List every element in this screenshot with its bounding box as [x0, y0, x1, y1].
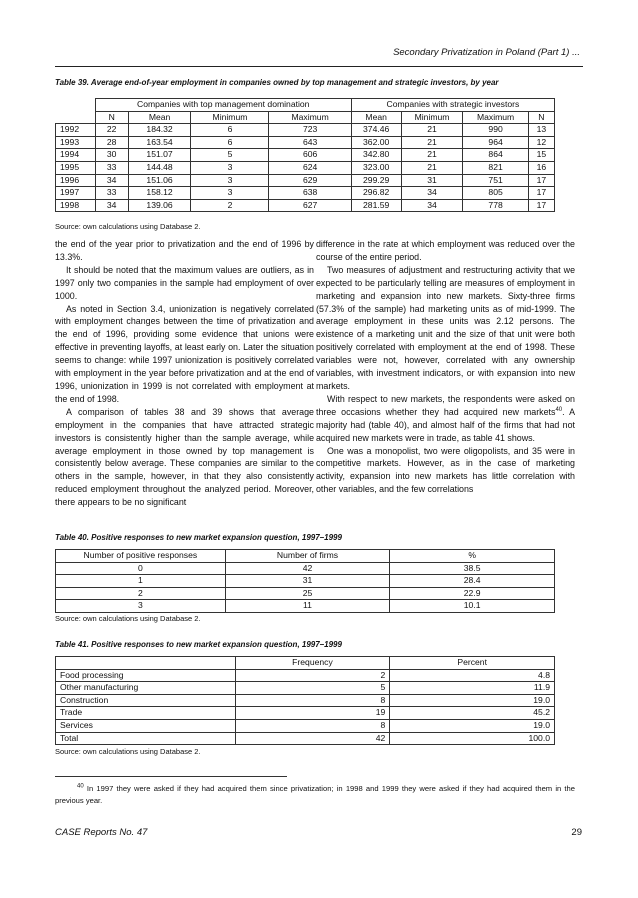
table39-cell: 374.46 — [351, 124, 401, 137]
table39-cell: 34 — [95, 174, 128, 187]
table39-cell: 151.07 — [128, 149, 191, 162]
paragraph: As noted in Section 3.4, unionization is negatively correlated with employment changes between the time of privatization and the end of 1996, providing some evidence that unions were effective in preventing layoffs, at least early on. Later the situation seems to change: while 1997 unionization is positively correlated with employment in the year before privatization and at the end of 1996, unionization in 1999 is not correlated with employment at the end of 1998. — [55, 303, 314, 404]
table39-cell: 299.29 — [351, 174, 401, 187]
table39-cell: 864 — [463, 149, 528, 162]
table41-cell: 8 — [235, 694, 390, 707]
table39-cell: 15 — [528, 149, 554, 162]
footer-series: CASE Reports No. 47 — [55, 827, 148, 838]
paragraph: Two measures of adjustment and restructuring activity that we expected to be particularly telling are measures of employment in marketing and expansion into new markets. Sixty-three firms (57.3% of the sample) had marketing units as of mid-1999. The average employment in these units was 2.12 persons. The existence of a marketing unit and the size of that unit were both positively correlated with employment at the end of 1998. These variables were not, however, correlated with any ownership variables, with investment indicators, or with expansion into new markets. — [316, 264, 575, 391]
table39-cell: 158.12 — [128, 187, 191, 200]
table39-cell: 163.54 — [128, 136, 191, 149]
table39-cell: 21 — [401, 149, 463, 162]
table39-cell: 34 — [401, 187, 463, 200]
table39-cell: 638 — [269, 187, 351, 200]
table41-cell: 4.8 — [390, 669, 555, 682]
table-row — [56, 732, 555, 745]
table41-cell: 2 — [235, 669, 390, 682]
table40-caption: Table 40. Positive responses to new market expansion question, 1997–1999 — [55, 533, 342, 542]
paragraph — [316, 393, 575, 445]
table39-cell: 184.32 — [128, 124, 191, 137]
table-row — [56, 669, 555, 682]
table39-col-header: N — [95, 111, 128, 124]
table39-cell: 778 — [463, 199, 528, 212]
table39-cell: 751 — [463, 174, 528, 187]
table39-cell: 3 — [191, 187, 269, 200]
page-number: 29 — [571, 827, 582, 838]
table39-caption: Table 39. Average end-of-year employment in companies owned by top management and strategic investors, by year — [55, 78, 499, 87]
table41-col-header — [56, 657, 236, 670]
table-row — [56, 682, 555, 695]
table39-col-header: Mean — [128, 111, 191, 124]
table-row — [56, 187, 555, 200]
footnote-number: 40 — [77, 783, 84, 790]
table39-col-header: Maximum — [463, 111, 528, 124]
table40-cell: 10.1 — [390, 600, 555, 613]
table40 — [55, 549, 555, 613]
table39-cell: 964 — [463, 136, 528, 149]
paragraph-text: With respect to new markets, the respondents were asked on three occasions whether they had acquired new markets — [316, 393, 575, 417]
table40-cell: 3 — [56, 600, 226, 613]
table39-cell: 17 — [528, 187, 554, 200]
footnote-ref[interactable]: 40 — [555, 406, 563, 413]
paragraph: the end of the year prior to privatization and the end of 1996 by 13.3%. — [55, 239, 314, 262]
table39-cell: 2 — [191, 199, 269, 212]
table40-cell: 0 — [56, 562, 226, 575]
table39-group2: Companies with strategic investors — [351, 99, 554, 112]
table39 — [55, 98, 555, 212]
table39-cell: 296.82 — [351, 187, 401, 200]
table39-cell: 1994 — [56, 149, 96, 162]
table-row — [56, 600, 555, 613]
table40-col-header: % — [390, 550, 555, 563]
table40-cell: 1 — [56, 575, 226, 588]
table39-cell: 606 — [269, 149, 351, 162]
table40-col-header: Number of firms — [225, 550, 390, 563]
table-row — [56, 161, 555, 174]
table39-cell: 151.06 — [128, 174, 191, 187]
table39-source: Source: own calculations using Database 2. — [55, 222, 201, 231]
table39-cell: 629 — [269, 174, 351, 187]
table39-col-header: Minimum — [401, 111, 463, 124]
table41-cell: 42 — [235, 732, 390, 745]
table41-caption: Table 41. Positive responses to new market expansion question, 1997–1999 — [55, 640, 342, 649]
table39-col-header: Mean — [351, 111, 401, 124]
body-right-column — [316, 238, 575, 496]
table39-cell: 1995 — [56, 161, 96, 174]
table39-cell: 22 — [95, 124, 128, 137]
table-row — [56, 136, 555, 149]
table-row — [56, 199, 555, 212]
table40-source: Source: own calculations using Database 2. — [55, 614, 201, 623]
table40-cell: 42 — [225, 562, 390, 575]
table41-cell: 11.9 — [390, 682, 555, 695]
table-row — [56, 575, 555, 588]
table41 — [55, 656, 555, 745]
table39-cell: 990 — [463, 124, 528, 137]
table39-cell: 821 — [463, 161, 528, 174]
table39-cell: 805 — [463, 187, 528, 200]
table40-cell: 2 — [56, 587, 226, 600]
table39-cell: 16 — [528, 161, 554, 174]
table40-cell: 11 — [225, 600, 390, 613]
table-row — [56, 694, 555, 707]
footnote-text: In 1997 they were asked if they had acquired them since privatization; in 1998 and 1999 they were asked if they had acquired them in the previous year. — [55, 784, 575, 805]
header-rule — [55, 66, 583, 67]
table39-cell: 6 — [191, 136, 269, 149]
paragraph: difference in the rate at which employment was reduced over the course of the entire period. — [316, 239, 575, 262]
table41-cell: 8 — [235, 719, 390, 732]
table39-cell: 1998 — [56, 199, 96, 212]
table41-cell: 45.2 — [390, 707, 555, 720]
table41-cell: Total — [56, 732, 236, 745]
table41-cell: 19.0 — [390, 719, 555, 732]
table39-col-header: Minimum — [191, 111, 269, 124]
table41-cell: Construction — [56, 694, 236, 707]
table-row — [56, 707, 555, 720]
paragraph-text: . A majority had (table 40), and almost half of the firms that had not acquired new markets were in trade, as table 41 shows. — [316, 406, 575, 443]
table39-cell: 723 — [269, 124, 351, 137]
table-row — [56, 562, 555, 575]
table41-cell: 5 — [235, 682, 390, 695]
table39-cell: 281.59 — [351, 199, 401, 212]
table41-col-header: Percent — [390, 657, 555, 670]
table39-cell: 21 — [401, 161, 463, 174]
table41-cell: Services — [56, 719, 236, 732]
table39-cell: 34 — [401, 199, 463, 212]
table39-cell: 1996 — [56, 174, 96, 187]
table39-cell: 624 — [269, 161, 351, 174]
table39-cell: 31 — [401, 174, 463, 187]
running-header: Secondary Privatization in Poland (Part 1) ... — [393, 47, 580, 58]
table39-cell: 643 — [269, 136, 351, 149]
table-row — [56, 174, 555, 187]
table40-cell: 38.5 — [390, 562, 555, 575]
table39-cell: 1992 — [56, 124, 96, 137]
table41-cell: Trade — [56, 707, 236, 720]
table-row — [56, 149, 555, 162]
footnote-rule — [55, 776, 287, 777]
footnote — [55, 783, 575, 807]
paragraph: A comparison of tables 38 and 39 shows that average employment in the companies that have attracted strategic investors is consistently higher than the sample average, while average employment in those owned by top management is consistently below average. These companies are similar to the others in the sample, however, in that they also consistently reduced employment throughout the analyzed period. Moreover, there appears to be no significant — [55, 406, 314, 508]
table-row — [56, 124, 555, 137]
table39-cell: 6 — [191, 124, 269, 137]
table39-cell: 627 — [269, 199, 351, 212]
table39-cell: 17 — [528, 174, 554, 187]
table39-cell: 21 — [401, 136, 463, 149]
table40-col-header: Number of positive responses — [56, 550, 226, 563]
table39-col-header: Maximum — [269, 111, 351, 124]
table41-cell: 100.0 — [390, 732, 555, 745]
table41-col-header: Frequency — [235, 657, 390, 670]
table39-cell: 28 — [95, 136, 128, 149]
table41-source: Source: own calculations using Database 2. — [55, 747, 201, 756]
table39-cell: 139.06 — [128, 199, 191, 212]
table-row — [56, 587, 555, 600]
table39-cell: 3 — [191, 174, 269, 187]
table40-cell: 31 — [225, 575, 390, 588]
table41-cell: Other manufacturing — [56, 682, 236, 695]
table39-cell: 33 — [95, 187, 128, 200]
table39-group1: Companies with top management domination — [95, 99, 351, 112]
table39-cell: 34 — [95, 199, 128, 212]
table39-cell: 13 — [528, 124, 554, 137]
table39-cell: 17 — [528, 199, 554, 212]
table39-cell: 5 — [191, 149, 269, 162]
table39-cell: 323.00 — [351, 161, 401, 174]
table41-cell: 19.0 — [390, 694, 555, 707]
table39-cell: 30 — [95, 149, 128, 162]
table39-cell: 362.00 — [351, 136, 401, 149]
table40-cell: 28.4 — [390, 575, 555, 588]
table40-cell: 22.9 — [390, 587, 555, 600]
table39-cell: 342.80 — [351, 149, 401, 162]
table39-cell: 33 — [95, 161, 128, 174]
table39-col-header: N — [528, 111, 554, 124]
table41-cell: Food processing — [56, 669, 236, 682]
table41-cell: 19 — [235, 707, 390, 720]
table39-cell: 1997 — [56, 187, 96, 200]
table39-cell: 3 — [191, 161, 269, 174]
paragraph: One was a monopolist, two were oligopolists, and 35 were in competitive markets. However, as in the case of marketing activity, expansion into new markets has little correlation with other variables, and the few correlations — [316, 445, 575, 495]
paragraph: It should be noted that the maximum values are outliers, as in 1997 only two companies in the sample had employment of over 1000. — [55, 264, 314, 301]
table39-cell: 144.48 — [128, 161, 191, 174]
table39-cell: 1993 — [56, 136, 96, 149]
table40-cell: 25 — [225, 587, 390, 600]
table39-cell: 21 — [401, 124, 463, 137]
table39-cell: 12 — [528, 136, 554, 149]
body-left-column — [55, 238, 314, 509]
table-row — [56, 719, 555, 732]
